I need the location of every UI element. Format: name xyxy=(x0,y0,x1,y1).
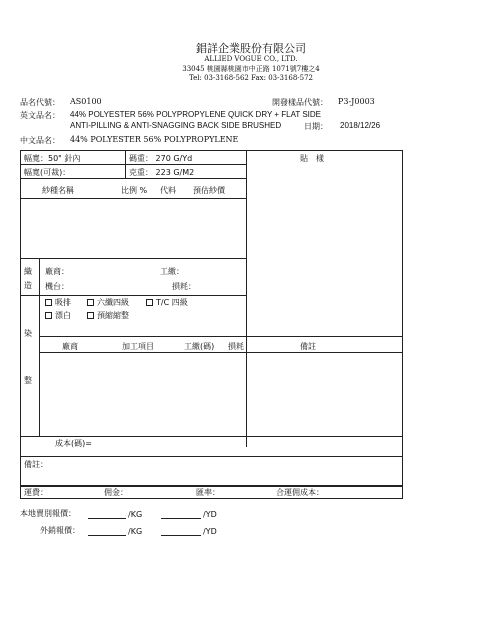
weight-label: 碼重： 270 G/Yd xyxy=(129,154,193,163)
option-checkbox-tc[interactable] xyxy=(146,299,153,306)
divider xyxy=(246,150,247,447)
company-name: 錩詳企業股份有限公司 xyxy=(196,42,306,55)
usable-width-label: 幅寬(可裁)： xyxy=(24,168,71,177)
factory-label: 廠商： xyxy=(45,267,69,276)
product-code-label: 品名代號： xyxy=(20,98,60,107)
divider xyxy=(20,178,246,179)
process-header-loss: 損耗 xyxy=(228,342,244,351)
local-price-label: 本地賣別報價： xyxy=(20,509,76,518)
local-unit-yd: /YD xyxy=(203,510,217,519)
fee-label: 工繳： xyxy=(160,267,184,276)
zh-name-label: 中文品名： xyxy=(20,136,60,145)
knit-label-2: 造 xyxy=(24,281,32,290)
local-price-kg-field[interactable] xyxy=(88,518,126,519)
option-label-six-fiber: 六纖四級 xyxy=(97,298,129,307)
export-unit-kg: /KG xyxy=(128,527,143,536)
company-name-en: ALLIED VOGUE CO., LTD. xyxy=(204,55,298,63)
yarn-header-ratio: 比例 % xyxy=(121,186,148,195)
dye-label-1: 染 xyxy=(24,329,32,338)
process-header-vendor: 廠商 xyxy=(62,342,78,351)
export-price-yd-field[interactable] xyxy=(161,535,201,536)
option-label-preshrink: 預縮縮整 xyxy=(97,311,129,320)
option-label-tc: T/C 四級 xyxy=(156,298,188,307)
option-checkbox-six-fiber[interactable] xyxy=(87,299,94,306)
loss-label: 損耗： xyxy=(172,282,196,291)
total-cost-label: 合運佣成本： xyxy=(276,488,324,497)
company-address: 33045 桃園縣桃園市中正路 1071號7樓之4 xyxy=(182,65,320,73)
date-value: 2018/12/26 xyxy=(340,121,381,130)
divider xyxy=(125,150,126,178)
process-header-item: 加工項目 xyxy=(122,342,154,351)
local-price-yd-field[interactable] xyxy=(161,518,201,519)
divider xyxy=(20,258,246,259)
option-label-wicking: 吸排 xyxy=(55,298,71,307)
knit-label-1: 織 xyxy=(24,267,32,276)
sample-code-label: 開發樣品代號： xyxy=(272,98,328,107)
yarn-header-sub: 代料 xyxy=(160,186,176,195)
divider xyxy=(20,436,403,437)
process-header-note: 備註 xyxy=(300,342,316,351)
freight-label: 運費： xyxy=(24,488,48,497)
zh-name-value: 44% POLYESTER 56% POLYPROPYLENE xyxy=(70,135,239,144)
option-label-bleach: 漂白 xyxy=(55,311,71,320)
gsm-label: 克重： 223 G/M2 xyxy=(129,168,195,177)
machine-label: 機台： xyxy=(45,282,69,291)
export-price-kg-field[interactable] xyxy=(88,535,126,536)
yarn-header-name: 紗種名稱 xyxy=(42,186,74,195)
option-checkbox-wicking[interactable] xyxy=(45,299,52,306)
exchange-label: 匯率： xyxy=(196,488,220,497)
company-phone: Tel: 03-3168-562 Fax: 03-3168-572 xyxy=(188,74,314,82)
en-name-line2: ANTI-PILLING & ANTI-SNAGGING BACK SIDE BRUSHED xyxy=(70,121,282,130)
en-name-label: 英文品名： xyxy=(20,111,60,120)
product-code-value: AS0100 xyxy=(70,97,102,106)
process-header-fee: 工繳(碼) xyxy=(184,342,215,351)
divider xyxy=(20,198,246,199)
dye-label-2: 整 xyxy=(24,376,32,385)
remarks-label: 備註： xyxy=(24,460,48,469)
local-unit-kg: /KG xyxy=(128,510,143,519)
divider xyxy=(20,164,246,165)
export-unit-yd: /YD xyxy=(203,527,217,536)
date-label: 日期： xyxy=(304,122,328,131)
option-checkbox-bleach[interactable] xyxy=(45,312,52,319)
yarn-header-price: 預估紗價 xyxy=(193,186,225,195)
option-checkbox-preshrink[interactable] xyxy=(87,312,94,319)
divider xyxy=(20,295,246,296)
width-label: 幅寬：50" 針內 xyxy=(24,154,81,163)
en-name-line1: 44% POLYESTER 56% POLYPROPYLENE QUICK DRY + FLAT SIDE xyxy=(70,110,321,119)
divider xyxy=(39,352,403,353)
export-price-label: 外銷報價： xyxy=(40,526,80,535)
divider xyxy=(39,258,40,436)
divider xyxy=(20,456,403,457)
cost-label: 成本(碼)= xyxy=(55,439,92,448)
sample-swatch-label: 貼 樣 xyxy=(300,154,324,163)
commission-label: 佣金： xyxy=(104,488,128,497)
divider xyxy=(39,336,403,337)
sample-code-value: P3-J0003 xyxy=(338,97,375,106)
